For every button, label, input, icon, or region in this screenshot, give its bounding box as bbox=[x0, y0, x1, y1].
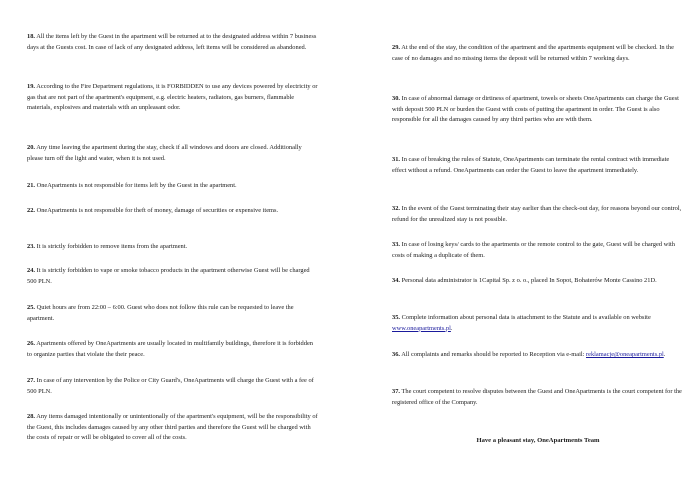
website-link[interactable]: www.oneapartments.pl bbox=[392, 324, 451, 332]
rule-22: 22. OneApartments is not responsible for theft of money, damage of securities or expensive items. bbox=[27, 207, 279, 214]
rule-25: 25. Quiet hours are from 22:00 – 6:00. Guest who does not follow this rule can be requested to leave the apartment. bbox=[27, 304, 294, 322]
rule-28: 28. Any items damaged intentionally or unintentionally of the apartment's equipment, will be the responsibility of the Guest, this includes damages caused by any other third parties and therefore the Guest will be charged with the costs of repair or will be obligated to cover all of the costs. bbox=[27, 413, 318, 442]
rule-30: 30. In case of abnormal damage or dirtiness of apartment, towels or sheets OneApartments can charge the Guest with deposit 500 PLN or burden the Guest with costs of putting the apartment in order. The Guest is also responsible for all the damages caused by any third parties who are with them. bbox=[392, 95, 679, 124]
rule-23: 23. It is strictly forbidden to remove items from the apartment. bbox=[27, 243, 188, 250]
rule-36: 36. All complaints and remarks should be reported to Reception via e-mail: reklamacje@oneapartments.pl. bbox=[392, 351, 666, 358]
email-link[interactable]: reklamacje@oneapartments.pl bbox=[586, 351, 664, 358]
rule-34: 34. Personal data administrator is 1Capital Sp. z o. o., placed In Sopot, Bohaterów Monte Cassino 21D. bbox=[392, 277, 657, 284]
rule-21: 21. OneApartments is not responsible for items left by the Guest in the apartment. bbox=[27, 182, 237, 189]
closing-signature: Have a pleasant stay, OneApartments Team bbox=[476, 437, 600, 444]
rule-26: 26. Apartments offered by OneApartments are usually located in multifamily buildings, therefore it is forbidden to organize parties that violate the their peace. bbox=[27, 340, 313, 358]
rule-24: 24. It is strictly forbidden to vape or smoke tobacco products in the apartment otherwise Guest will be charged 500 PLN. bbox=[27, 267, 310, 285]
rule-33: 33. In case of losing keys/ cards to the apartments or the remote control to the gate, Guest will be charged with costs of making a duplicate of them. bbox=[392, 241, 675, 259]
rule-19: 19. According to the Fire Department regulations, it is FORBIDDEN to use any devices powered by electricity or gas that are not part of the apartment's equipment, e.g. electric heaters, radiators, gas burners, flammable materials, explosives and materials with an unpleasant odor. bbox=[27, 83, 318, 112]
rule-32: 32. In the event of the Guest terminating their stay earlier than the check-out day, for reasons beyond our control, refund for the unrealized stay is not possible. bbox=[392, 205, 682, 223]
rule-29: 29. At the end of the stay, the condition of the apartment and the apartments equipment will be checked. In the case of no damages and no missing items the deposit will be returned within 7 working days. bbox=[392, 44, 674, 62]
rule-35: 35. Complete information about personal data is attachment to the Statute and is available on website www.oneapartments.pl. bbox=[392, 314, 651, 332]
rule-27: 27. In case of any intervention by the Police or City Guard's, OneApartments will charge the Guest with a fee of 500 PLN. bbox=[27, 377, 314, 395]
rule-31: 31. In case of breaking the rules of Statute, OneApartments can terminate the rental contract with immediate effect without a refund. OneApartments can order the Guest to leave the apartment immediately. bbox=[392, 156, 670, 174]
rule-20: 20. Any time leaving the apartment during the stay, check if all windows and doors are closed. Additionally please turn off the light and water, when it is not used. bbox=[27, 144, 302, 162]
rule-18: 18. All the items left by the Guest in the apartment will be returned at to the designated address within 7 business days at the Guests cost. In case of lack of any designated address, left items will be considered as abandoned. bbox=[27, 33, 317, 51]
rule-37: 37. The court competent to resolve disputes between the Guest and OneApartments is the court competent for the registered office of the Company. bbox=[392, 388, 682, 406]
